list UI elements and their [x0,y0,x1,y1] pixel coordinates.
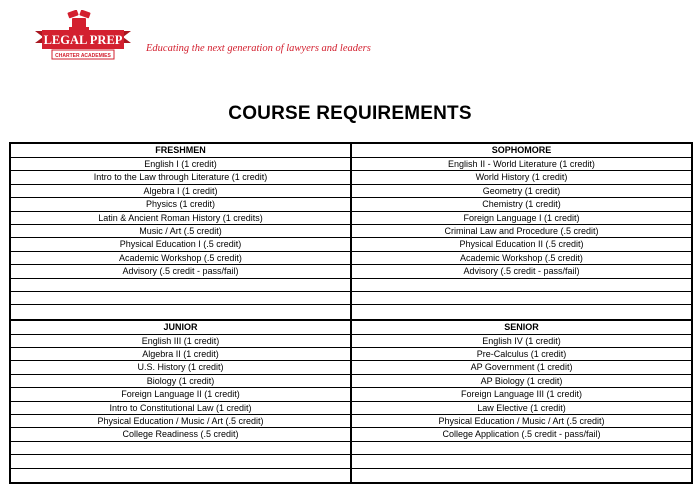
course-row: Physical Education II (.5 credit) [352,238,691,251]
tagline: Educating the next generation of lawyers and leaders [146,43,371,54]
course-row: World History (1 credit) [352,171,691,184]
course-row [11,455,350,468]
course-row: English IV (1 credit) [352,335,691,348]
course-row [11,292,350,305]
course-row: Algebra I (1 credit) [11,185,350,198]
course-row: U.S. History (1 credit) [11,361,350,374]
course-row: College Readiness (.5 credit) [11,428,350,441]
course-row: Geometry (1 credit) [352,185,691,198]
course-row [352,442,691,455]
course-row [352,292,691,305]
course-row: English II - World Literature (1 credit) [352,158,691,171]
course-row: Intro to Constitutional Law (1 credit) [11,402,350,415]
logo-text: LEGAL PREP [43,33,123,47]
course-row: Advisory (.5 credit - pass/fail) [352,265,691,278]
course-row: AP Biology (1 credit) [352,375,691,388]
course-row: Foreign Language III (1 credit) [352,388,691,401]
course-row [11,469,350,482]
page-title: COURSE REQUIREMENTS [228,103,472,124]
course-row: Music / Art (.5 credit) [11,225,350,238]
course-row: AP Government (1 credit) [352,361,691,374]
course-row: Foreign Language I (1 credit) [352,212,691,225]
course-row [352,305,691,318]
course-row: College Application (.5 credit - pass/fail) [352,428,691,441]
course-row: Advisory (.5 credit - pass/fail) [11,265,350,278]
grade-section-sophomore [352,144,693,321]
course-row [352,469,691,482]
course-row: English I (1 credit) [11,158,350,171]
course-row: Academic Workshop (.5 credit) [11,252,350,265]
course-row: Academic Workshop (.5 credit) [352,252,691,265]
logo-subtext: CHARTER ACADEMIES [55,53,111,59]
logo [33,10,133,70]
course-row: Foreign Language II (1 credit) [11,388,350,401]
grade-section-junior [11,321,352,484]
course-row [11,279,350,292]
course-row: Physical Education I (.5 credit) [11,238,350,251]
course-row: Law Elective (1 credit) [352,402,691,415]
course-row: Criminal Law and Procedure (.5 credit) [352,225,691,238]
course-row: English III (1 credit) [11,335,350,348]
course-row: Latin & Ancient Roman History (1 credits) [11,212,350,225]
grade-heading: JUNIOR [11,321,350,335]
course-row: Intro to the Law through Literature (1 credit) [11,171,350,184]
course-row: Biology (1 credit) [11,375,350,388]
course-row [11,442,350,455]
course-row: Algebra II (1 credit) [11,348,350,361]
course-row [352,455,691,468]
course-row: Physical Education / Music / Art (.5 credit) [352,415,691,428]
course-row [352,279,691,292]
grade-heading: SOPHOMORE [352,144,691,158]
course-table [9,142,693,484]
course-row [11,305,350,318]
grade-heading: SENIOR [352,321,691,335]
course-row: Physical Education / Music / Art (.5 credit) [11,415,350,428]
grade-heading: FRESHMEN [11,144,350,158]
course-row: Chemistry (1 credit) [352,198,691,211]
course-row: Pre-Calculus (1 credit) [352,348,691,361]
grade-section-freshmen [11,144,352,321]
course-row: Physics (1 credit) [11,198,350,211]
grade-section-senior [352,321,693,484]
